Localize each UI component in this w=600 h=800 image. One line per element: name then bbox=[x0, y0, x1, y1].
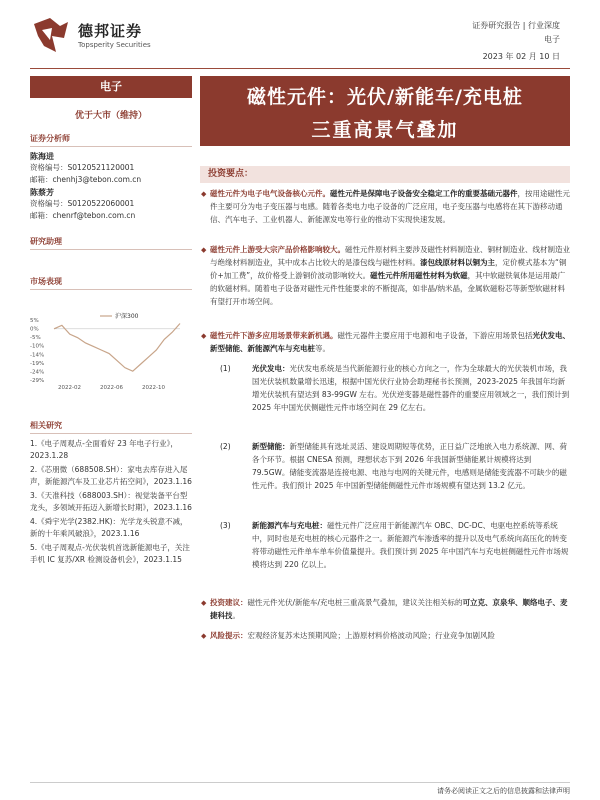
y-tick-label: 0% bbox=[30, 326, 39, 333]
item-number: (1) bbox=[220, 364, 231, 373]
y-tick-label: 5% bbox=[30, 318, 39, 324]
item-number: (3) bbox=[220, 521, 231, 530]
y-tick-label: -5% bbox=[30, 335, 41, 342]
related-heading: 相关研究 bbox=[30, 420, 192, 434]
x-tick-label: 2022-02 bbox=[58, 385, 81, 391]
report-type: 证券研究报告 | 行业深度 bbox=[472, 21, 560, 30]
assistant-section bbox=[30, 236, 192, 250]
y-tick-label: -24% bbox=[30, 369, 45, 376]
item-text: 磁性元件广泛应用于新能源汽车 OBC、DC-DC、电驱电控系统等系统中，同时也是充电桩的核心元器件之一。新能源汽车渗透率的提升以及电气系统向高压化的转变将带动磁性元件单车单车价值量提升。我们预计到 2025 年中国汽车与充电桩侧磁性元件市场规模将达到 220 亿以上。 bbox=[252, 521, 569, 569]
investment-advice bbox=[210, 596, 570, 622]
header-divider bbox=[30, 68, 570, 69]
analyst-email[interactable]: 邮箱：chenrf@tebon.com.cn bbox=[30, 211, 136, 220]
paragraph-downstream bbox=[210, 329, 570, 355]
related-list bbox=[30, 438, 192, 566]
logo-name-cn: 德邦证券 bbox=[78, 22, 143, 40]
bullet-icon: ◆ bbox=[201, 332, 207, 340]
para-text: 磁性元器件主要应用于电源和电子设备，下游应用场景包括 bbox=[337, 331, 533, 340]
bullet-icon: ◆ bbox=[201, 190, 207, 198]
y-tick-label: -14% bbox=[30, 352, 45, 359]
market-heading: 市场表现 bbox=[30, 276, 192, 290]
advice-text: 磁性元件光伏/新能车/充电桩三重高景气叠加，建议关注相关标的 bbox=[247, 598, 463, 607]
item-pv bbox=[252, 362, 570, 414]
report-title-line1: 磁性元件：光伏/新能车/充电桩 bbox=[247, 86, 523, 108]
advice-lead: 投资建议： bbox=[210, 598, 248, 607]
para-lead: 磁性元件为电子电气设备核心元件。 bbox=[210, 189, 330, 198]
report-date: 2023 年 02 月 10 日 bbox=[482, 52, 560, 61]
analyst-name: 陈海进 bbox=[30, 152, 54, 161]
paragraph-core-component bbox=[210, 187, 570, 226]
related-item[interactable]: 4.《舜宇光学(2382.HK)：光学龙头锐意不减，新的十年乘风破浪》，2023.1.16 bbox=[30, 517, 188, 538]
item-number: (2) bbox=[220, 442, 231, 451]
analyst-heading: 证券分析师 bbox=[30, 133, 192, 147]
para-text: 磁性元件原材料主要涉及磁性材料制造业、铜材制造业、线材制造业与绝缘材料制造业，其中成本占比较大的是漆包线与磁性材料。 bbox=[210, 245, 570, 267]
paragraph-upstream bbox=[210, 243, 570, 308]
related-section bbox=[30, 420, 192, 568]
series-line bbox=[54, 324, 180, 372]
risk-lead: 风险提示： bbox=[210, 631, 248, 640]
footer-disclaimer: 请务必阅读正文之后的信息披露和法律声明 bbox=[437, 787, 570, 795]
related-item[interactable]: 3.《天准科技（688003.SH）：视觉装备平台型龙头，多领域开拓迈入新增长时期》，2023.1.16 bbox=[30, 491, 192, 512]
related-item[interactable]: 2.《芯朋微（688508.SH）：家电去库存进入尾声，新能源汽车及工业芯片拓空间》，2023.1.16 bbox=[30, 465, 192, 486]
analyst-section bbox=[30, 133, 192, 222]
related-item[interactable]: 1.《电子周观点-全面看好 23 年电子行业》，2023.1.28 bbox=[30, 439, 178, 460]
market-section bbox=[30, 276, 192, 290]
item-text: 新型储能具有选址灵活、建设周期短等优势，正日益广泛地嵌入电力系统源、网、荷各个环节。根据 CNESA 预测，理想状态下到 2026 年我国新型储能累计规模将达到 79.5GW。储能变流器是连接电源、电池与电网的关键元件，电感则是储能变流器不可缺少的磁性元件。我们预计 2025 年中国新型储能侧磁性元件市场规模有望达到 13.2 亿元。 bbox=[252, 442, 567, 490]
footer-divider bbox=[30, 782, 570, 783]
bullet-icon: ◆ bbox=[201, 599, 207, 607]
y-tick-label: -29% bbox=[30, 378, 45, 384]
item-storage bbox=[252, 440, 570, 492]
analyst-cert: 资格编号：S0120521120001 bbox=[30, 163, 135, 172]
company-logo-icon bbox=[30, 16, 72, 56]
para-text: 等。 bbox=[315, 344, 330, 353]
investment-points-heading: 投资要点： bbox=[200, 166, 570, 183]
y-tick-label: -10% bbox=[30, 343, 45, 350]
para-text: ，定价模式基本为“铜价+加工费”，故价格受上游铜价波动影响较大。 bbox=[210, 258, 567, 280]
analyst-name: 陈蔡芳 bbox=[30, 188, 54, 197]
analyst-cert: 资格编号：S0120522060001 bbox=[30, 199, 135, 208]
para-lead: 磁性元件上游受大宗产品价格影响较大。 bbox=[210, 245, 345, 254]
header-sector: 电子 bbox=[544, 35, 560, 44]
report-title-box bbox=[200, 76, 570, 146]
para-bold: 光伏发电、新型储能、新能源汽车与充电桩 bbox=[210, 331, 570, 353]
analyst-email[interactable]: 邮箱：chenhj3@tebon.com.cn bbox=[30, 175, 142, 184]
x-tick-label: 2022-10 bbox=[142, 385, 165, 391]
sector-label: 电子 bbox=[30, 76, 192, 98]
item-ev bbox=[252, 519, 570, 571]
para-bold: 漆包线原材料以铜为主 bbox=[420, 258, 495, 267]
report-title-line2: 三重高景气叠加 bbox=[311, 119, 459, 141]
market-performance-chart bbox=[30, 312, 192, 392]
left-sidebar bbox=[30, 76, 192, 294]
item-lead: 光伏发电： bbox=[252, 364, 290, 373]
y-tick-label: -19% bbox=[30, 360, 45, 367]
item-lead: 新型储能： bbox=[252, 442, 290, 451]
risk-warning bbox=[210, 629, 570, 642]
logo-name-en: Topsperity Securities bbox=[78, 41, 151, 49]
para-bold: 磁性元件所用磁性材料为软磁 bbox=[370, 271, 468, 280]
advice-end: 。 bbox=[232, 611, 240, 620]
para-text: ，按用途磁性元件主要可分为电子变压器与电感。随着各类电力电子设备的广泛应用，电子变压器与电感将在其下游移动通信、汽车电子、工业机器人、新能源发电等行业的推动下实现快速发展。 bbox=[210, 189, 570, 224]
assistant-heading: 研究助理 bbox=[30, 236, 192, 250]
para-lead: 磁性元件下游多应用场景带来新机遇。 bbox=[210, 331, 338, 340]
bullet-icon: ◆ bbox=[201, 246, 207, 254]
bullet-icon: ◆ bbox=[201, 632, 207, 640]
item-lead: 新能源汽车与充电桩： bbox=[252, 521, 327, 530]
rating: 优于大市（维持） bbox=[74, 111, 147, 121]
para-text: ，其中软磁铁氧体是运用最广的软磁材料。随着电子设备对磁性元件性能要求的不断提高，如非晶/纳米晶，金属软磁粉芯等新型软磁材料有望打开市场空间。 bbox=[210, 271, 566, 306]
advice-stocks: 可立克、京泉华、顺络电子、麦捷科技 bbox=[210, 598, 568, 620]
risk-text: 宏观经济复苏未达预期风险；上游原材料价格波动风险；行业竞争加剧风险 bbox=[247, 631, 495, 640]
item-text: 光伏发电系统是当代新能源行业的核心方向之一，作为全球最大的光伏装机市场，我国光伏装机数量增长迅速，根据中国光伏行业协会助理秘书长预测，2023-2025 年我国年均新增光伏装机有望达到 83-99GW 左右。光伏逆变器是磁性器件的重要应用领域之一，我们预计到 2025 年中国光伏侧磁性元件市场空间在 29 亿左右。 bbox=[252, 364, 570, 412]
x-tick-label: 2022-06 bbox=[100, 385, 123, 391]
legend-label: 沪深300 bbox=[115, 313, 139, 320]
related-item[interactable]: 5.《电子周观点-光伏装机首选新能源电子，关注手机 IC 复苏/XR 检测设备机会》，2023.1.15 bbox=[30, 543, 190, 564]
para-bold: 磁性元件是保障电子设备安全稳定工作的重要基础元器件 bbox=[330, 189, 518, 198]
